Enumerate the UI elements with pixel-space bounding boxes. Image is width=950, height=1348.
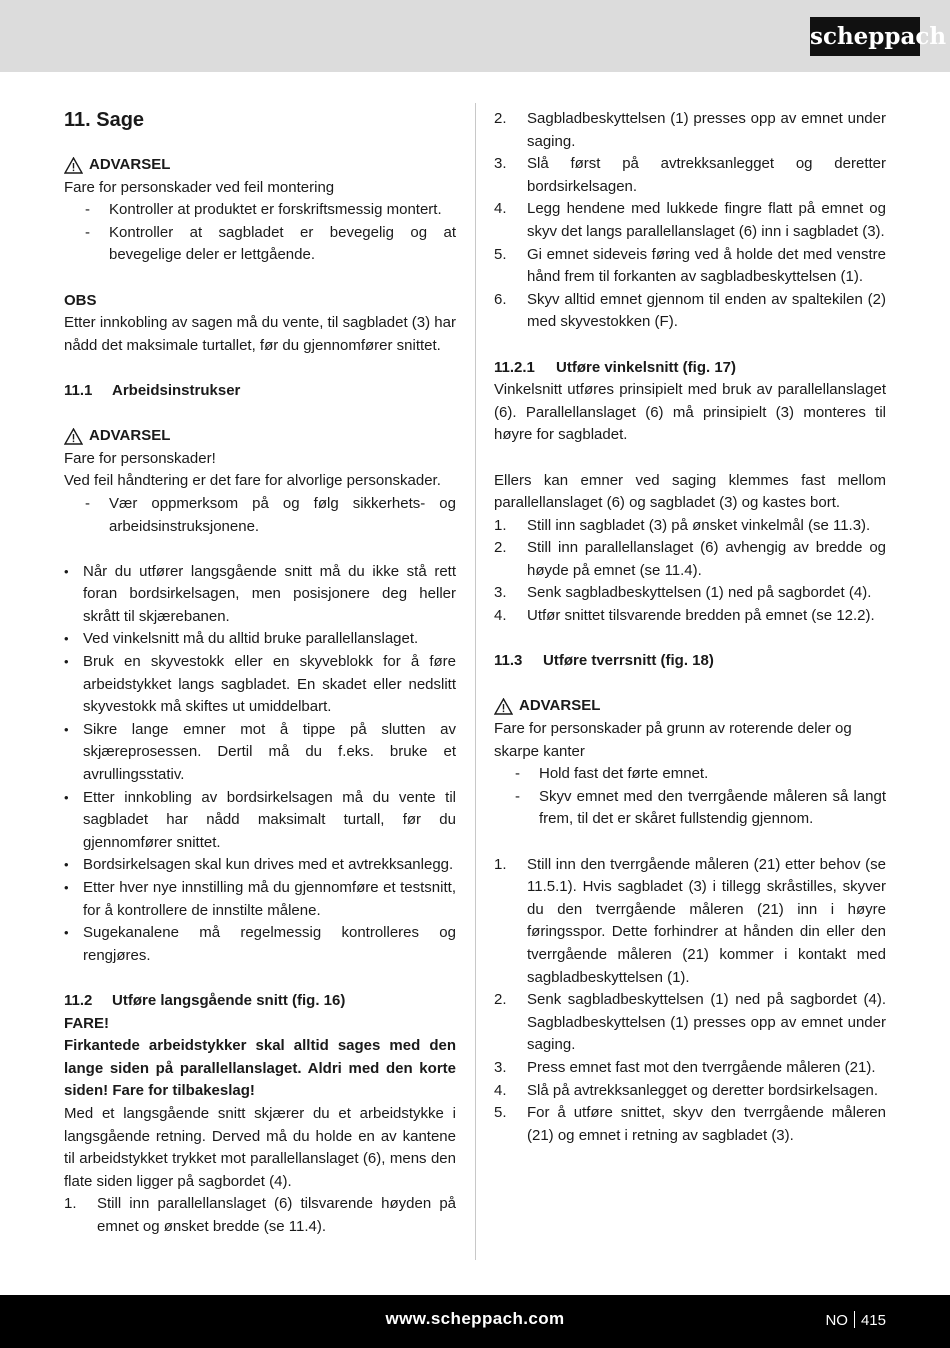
list-item: 3. Senk sagbladbeskyttelsen (1) ned på sagbordet (4). — [494, 584, 872, 602]
warning-list — [64, 199, 456, 267]
list-item: 6. Skyv alltid emnet gjennom til enden av spaltekilen (2) med skyvestokken (F). — [494, 290, 886, 331]
list-item: • Etter innkobling av bordsirkelsagen må du vente til sagbladet har nådd maksimalt turtall, før du gjennomfører snittet. — [64, 787, 456, 855]
warning-text: Fare for personskader! — [64, 449, 216, 467]
list-item: 4. Utfør snittet tilsvarende bredden på emnet (se 12.2). — [494, 607, 875, 625]
list-item: • Sugekanalene må regelmessig kontrolleres og rengjøres. — [64, 922, 456, 967]
warning-label: ADVARSEL — [89, 156, 171, 173]
danger-text: Firkantede arbeidstykker skal alltid sages med den lange siden på parallellanslaget. Aldri med den korte siden! Fare for tilbakeslag! — [64, 1037, 456, 1100]
danger-label: FARE! — [64, 1014, 109, 1032]
list-item: 3. Press emnet fast mot den tverrgående måleren (21). — [494, 1058, 876, 1076]
warning-triangle-icon — [64, 428, 83, 445]
list-item: • Bordsirkelsagen skal kun drives med et avtrekksanlegg. — [64, 854, 456, 877]
list-item: • Bruk en skyvestokk eller en skyveblokk for å føre arbeidstykket langs sagbladet. En skadet eller nedslitt skyvestokk må skiftes ut umiddelbart. — [64, 651, 456, 719]
list-item: • Etter hver nye innstilling må du gjennomføre et testsnitt, for å kontrollere de innstilte målene. — [64, 877, 456, 922]
list-item: 1. Still inn sagbladet (3) på ønsket vinkelmål (se 11.3). — [494, 516, 871, 534]
left-column — [64, 108, 456, 1239]
steps-list — [494, 515, 886, 628]
subsection-heading: 11.2 Utføre langsgående snitt (fig. 16) — [64, 991, 346, 1009]
warning-triangle-icon — [494, 698, 513, 715]
website-link[interactable]: www.scheppach.com — [385, 1309, 565, 1328]
note-text: Etter innkobling av sagen må du vente, til sagbladet (3) har nådd det maksimale turtallet, før du gjennomfører snittet. — [64, 314, 456, 354]
right-column — [494, 108, 886, 1147]
warning-heading — [494, 695, 886, 718]
list-item: 2. Senk sagbladbeskyttelsen (1) ned på sagbordet (4). Sagbladbeskyttelsen (1) presses opp av emnet under saging. — [494, 991, 886, 1054]
body-text: Ellers kan emner ved saging klemmes fast mellom parallellanslaget (6) og sagbladet (3) og kastes bort. — [494, 471, 886, 512]
list-item: 5. Gi emnet sideveis føring ved å holde det med venstre hånd frem til forkanten av sagbladbeskyttelsen (1). — [494, 245, 886, 286]
column-divider — [475, 103, 476, 1260]
list-item: • Sikre lange emner mot å tippe på slutten av skjæreprosessen. Dertil må du f.eks. bruke et avrullingsstativ. — [64, 719, 456, 787]
list-item: - Kontroller at sagbladet er bevegelig og at bevegelige deler er lettgående. — [64, 222, 456, 267]
list-item: - Kontroller at produktet er forskriftsmessig montert. — [64, 199, 456, 222]
warning-list — [494, 763, 886, 831]
list-item: 1. Still inn den tverrgående måleren (21) etter behov (se 11.5.1). Hvis sagbladet (3) i tillegg skråstilles, skyver du den tverrgående måleren (21) inn i høyre føringsspor. Dette forhindrer at hånden din eller den tverrgående måleren (21) kommer i kontakt med sagbladbeskyttelsen (1). — [494, 855, 886, 986]
body-text: Vinkelsnitt utføres prinsipielt med bruk av parallellanslaget (6). Parallellanslaget (6) må prinsipielt (3) monteres til høyre for sagbladet. — [494, 381, 886, 444]
subsection-heading: 11.2.1 Utføre vinkelsnitt (fig. 17) — [494, 358, 737, 376]
brand-logo: scheppach — [810, 17, 920, 56]
list-item: 4. Legg hendene med lukkede fingre flatt på emnet og skyv det langs parallellanslaget (6) inn i sagbladet (3). — [494, 200, 886, 240]
subsection-heading: 11.3 Utføre tverrsnitt (fig. 18) — [494, 652, 714, 670]
warning-label: ADVARSEL — [89, 427, 171, 445]
language-code: NO — [825, 1312, 848, 1329]
warning-text: Fare for personskader på grunn av roterende deler og skarpe kanter — [494, 720, 852, 760]
warning-heading — [64, 154, 456, 177]
steps-list — [494, 108, 886, 334]
list-item: 3. Slå først på avtrekksanlegget og deretter bordsirkelsagen. — [494, 155, 886, 195]
list-item: 5. For å utføre snittet, skyv den tverrgående måleren (21) og emnet i retning av sagbladet (3). — [494, 1104, 886, 1144]
subsection-heading: 11.1 Arbeidsinstrukser — [64, 381, 241, 399]
page-indicator — [825, 1310, 886, 1333]
list-item: - Hold fast det førte emnet. — [494, 763, 886, 786]
note-label: OBS — [64, 291, 97, 309]
page-number: 415 — [860, 1312, 886, 1329]
warning-heading — [64, 425, 456, 448]
warning-triangle-icon — [64, 157, 83, 174]
steps-list — [64, 1193, 456, 1238]
list-item: 2. Sagbladbeskyttelsen (1) presses opp av emnet under saging. — [494, 110, 886, 150]
section-title: 11. Sage — [64, 109, 145, 131]
list-item: - Vær oppmerksom på og følg sikkerhets- og arbeidsinstruksjonene. — [64, 493, 456, 538]
list-item: • Når du utfører langsgående snitt må du ikke stå rett foran bordsirkelsagen, men posisjonere deg heller skrått til skjærebanen. — [64, 561, 456, 629]
body-text: Med et langsgående snitt skjærer du et arbeidstykke i langsgående retning. Derved må du holde en av kantene til arbeidstykket trykket mot parallellanslaget (6), mens den flate siden ligger på sagbordet (4). — [64, 1104, 456, 1190]
list-item: 4. Slå på avtrekksanlegget og deretter bordsirkelsagen. — [494, 1081, 879, 1099]
steps-list — [494, 854, 886, 1148]
list-item: • Ved vinkelsnitt må du alltid bruke parallellanslaget. — [64, 628, 456, 651]
warning-label: ADVARSEL — [519, 697, 601, 715]
safety-bullet-list — [64, 561, 456, 968]
warning-text: Fare for personskader ved feil montering — [64, 178, 335, 196]
list-item: 2. Still inn parallellanslaget (6) avhengig av bredde og høyde på emnet (se 11.4). — [494, 539, 886, 579]
warning-list — [64, 493, 456, 538]
warning-text: Ved feil håndtering er det fare for alvorlige personskader. — [64, 472, 441, 490]
list-item: - Skyv emnet med den tverrgående måleren så langt frem, til det er skåret fullstendig gjennom. — [494, 786, 886, 831]
header-bar — [0, 0, 950, 72]
footer-bar — [0, 1295, 950, 1348]
list-item: 1. Still inn parallellanslaget (6) tilsvarende høyden på emnet og ønsket bredde (se 11.4). — [64, 1195, 456, 1235]
